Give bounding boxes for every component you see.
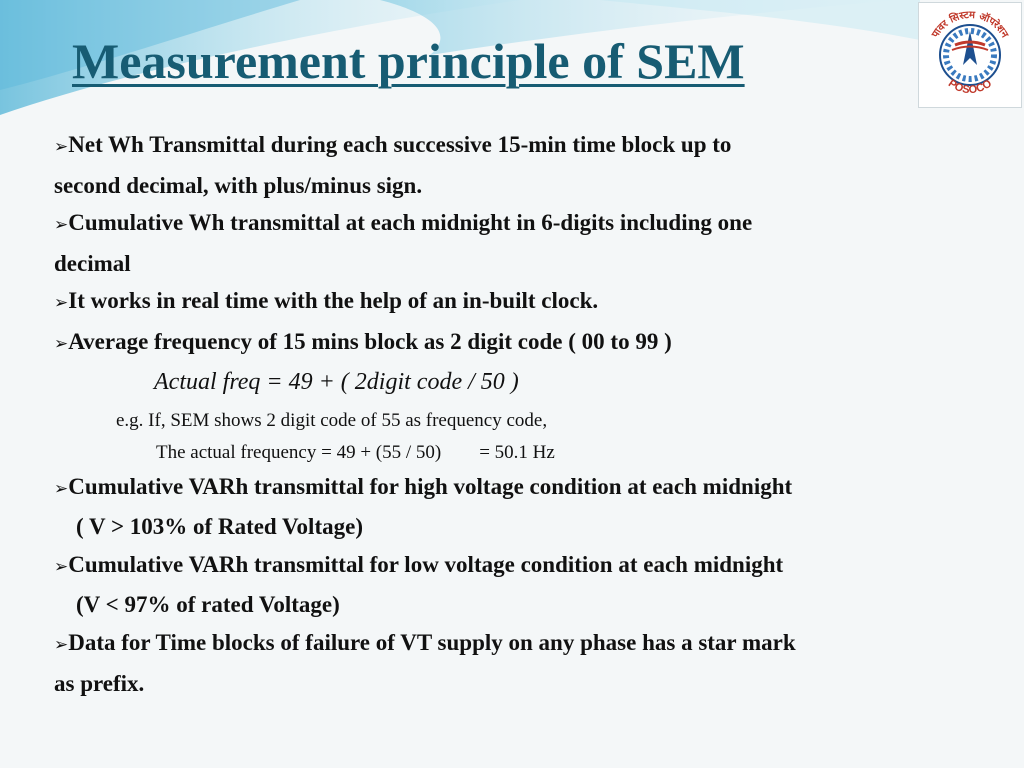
bullet-text: Data for Time blocks of failure of VT supply on any phase has a star mark <box>68 629 796 655</box>
arrow-bullet-icon: ➢ <box>54 478 69 499</box>
bullet-item <box>54 624 994 702</box>
bullet-item <box>54 323 994 364</box>
bullet-text-cont: as prefix. <box>54 670 145 696</box>
bullet-item <box>54 546 994 624</box>
bullet-text: Average frequency of 15 mins block as 2 digit code ( 00 to 99 ) <box>68 328 672 354</box>
bullet-text-cont: ( V > 103% of Rated Voltage) <box>76 514 363 540</box>
example-line-1: e.g. If, SEM shows 2 digit code of 55 as frequency code, <box>116 409 548 431</box>
posoco-logo-icon <box>918 2 1022 108</box>
bullet-text-cont: second decimal, with plus/minus sign. <box>54 172 423 198</box>
arrow-bullet-icon: ➢ <box>54 137 69 157</box>
bullet-text: Cumulative VARh transmittal for low voltage condition at each midnight <box>68 551 784 577</box>
bullet-text: Net Wh Transmittal during each successive 15-min time block up to <box>68 132 732 157</box>
bullet-text: Cumulative Wh transmittal at each midnight in 6-digits including one <box>68 210 753 236</box>
frequency-formula: Actual freq = 49 + ( 2digit code / 50 ) <box>154 368 519 395</box>
page-title: Measurement principle of SEM <box>72 33 745 89</box>
arrow-bullet-icon: ➢ <box>54 293 69 314</box>
svg-text:POSOCO: POSOCO <box>945 77 995 97</box>
bullet-item <box>54 282 994 323</box>
svg-text:पावर सिस्टम ऑपरेशन: पावर सिस्टम ऑपरेशन <box>930 9 1010 40</box>
bullet-list <box>54 126 994 702</box>
bullet-text: It works in real time with the help of an in-built clock. <box>68 288 599 314</box>
arrow-bullet-icon: ➢ <box>54 556 69 577</box>
bullet-text: Cumulative VARh transmittal for high voltage condition at each midnight <box>68 473 793 499</box>
bullet-item <box>54 468 994 546</box>
arrow-bullet-icon: ➢ <box>54 333 69 354</box>
bullet-item <box>54 204 994 282</box>
arrow-bullet-icon: ➢ <box>54 215 69 236</box>
bullet-item <box>54 126 994 204</box>
bullet-text-cont: decimal <box>54 250 131 276</box>
example-line-2: The actual frequency = 49 + (55 / 50) = 50.1 Hz <box>156 441 555 463</box>
bullet-text-cont: (V < 97% of rated Voltage) <box>76 592 340 618</box>
arrow-bullet-icon: ➢ <box>54 634 69 655</box>
